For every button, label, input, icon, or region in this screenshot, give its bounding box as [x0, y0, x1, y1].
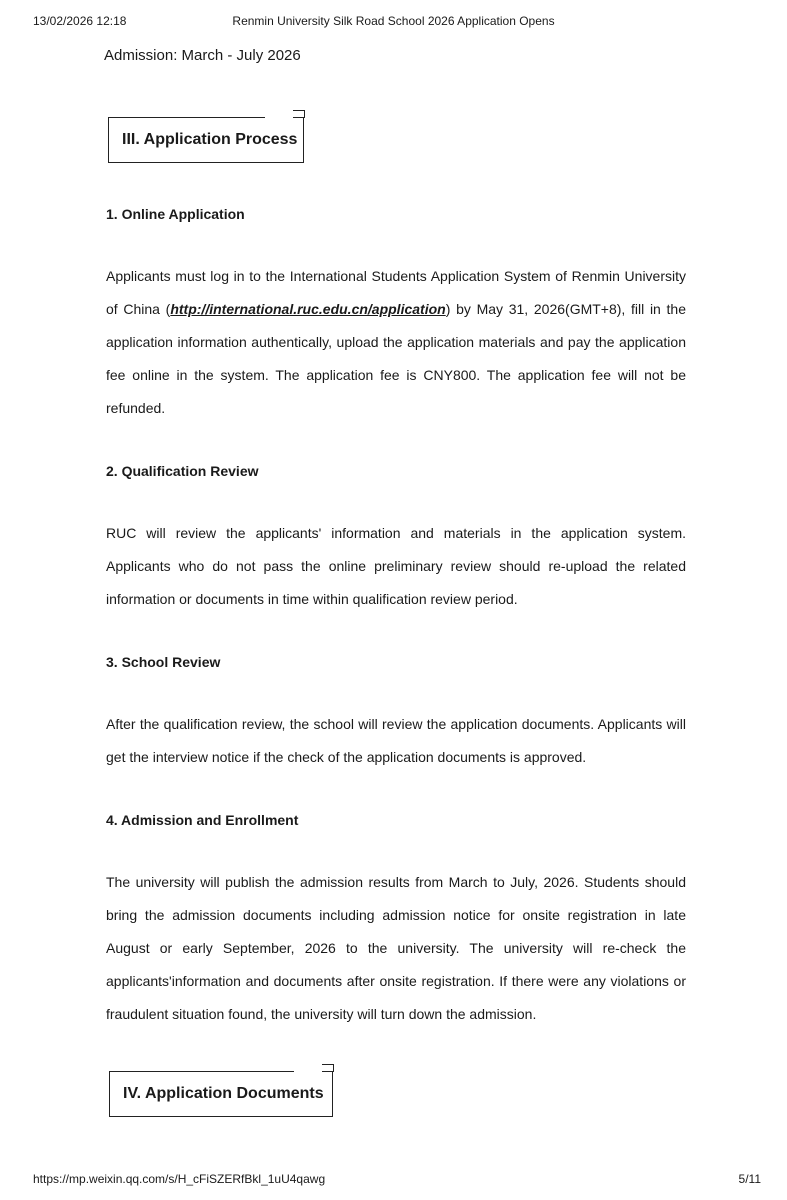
section-title: III. Application Process: [122, 131, 298, 148]
step-heading-qualification-review: 2. Qualification Review: [106, 463, 259, 479]
step-text-admission-enrollment: The university will publish the admission results from March to July, 2026. Students should bring the admission documents including admission notice for onsite registration in late August or early September, 2026 to the university. The university will re-check the applicants'information and documents after onsite registration. If there were any violations or fraudulent situation found, the university will turn down the admission.: [106, 874, 686, 1022]
print-page-title: Renmin University Silk Road School 2026 Application Opens: [232, 14, 555, 28]
print-page-number: 5/11: [738, 1172, 761, 1186]
application-system-link[interactable]: http://international.ruc.edu.cn/application: [170, 301, 446, 317]
step-text-school-review: After the qualification review, the school will review the application documents. Applicants will get the interview notice if the check of the application documents is approved.: [106, 716, 686, 765]
step-text-online-application: [106, 260, 686, 425]
section-title: IV. Application Documents: [123, 1085, 324, 1102]
step-text-part: Applicants must log in to the International Students Application System of Renmin University of China (: [106, 268, 686, 317]
step-heading-admission-enrollment: 4. Admission and Enrollment: [106, 812, 299, 828]
section-heading-application-process: [108, 117, 304, 163]
section-heading-application-documents: [109, 1071, 333, 1117]
admission-period: Admission: March - July 2026: [104, 47, 301, 64]
print-datetime: 13/02/2026 12:18: [33, 14, 127, 28]
step-heading-school-review: 3. School Review: [106, 654, 221, 670]
print-footer-url: https://mp.weixin.qq.com/s/H_cFiSZERfBkl_1uU4qawg: [33, 1172, 326, 1186]
step-text-part: ) by May 31, 2026(GMT+8), fill in the application information authentically, upload the application materials and pay the application fee online in the system. The application fee is CNY800. The application fee will not be refunded.: [106, 301, 687, 416]
step-text-qualification-review: RUC will review the applicants' information and materials in the application system. Applicants who do not pass the online preliminary review should re-upload the related information or documents in time within qualification review period.: [106, 525, 686, 607]
step-heading-online-application: 1. Online Application: [106, 206, 245, 222]
